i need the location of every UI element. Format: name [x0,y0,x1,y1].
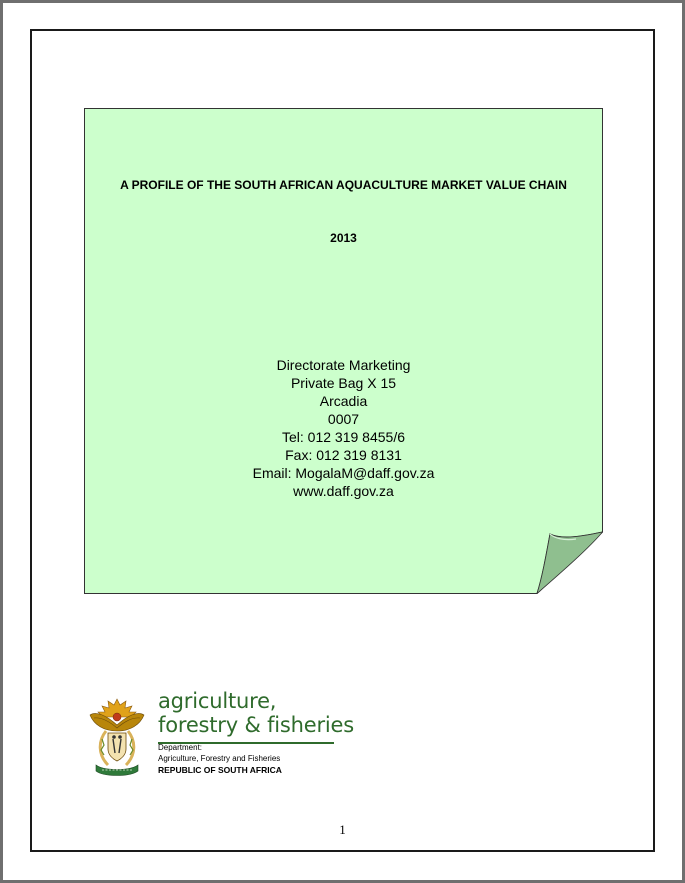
address-line: Directorate Marketing [276,357,411,373]
contact-address [84,356,603,500]
page-number: 1 [339,822,346,837]
website-line: www.daff.gov.za [293,483,394,499]
address-line: Arcadia [319,393,368,409]
dept-name-line-1: agriculture, [158,689,277,713]
cover-note [84,108,603,594]
country-name: REPUBLIC OF SOUTH AFRICA [158,765,282,775]
dept-full-name: Agriculture, Forestry and Fisheries [158,754,281,763]
department-logo [84,689,384,785]
document-year: 2013 [330,231,357,245]
fax-line: Fax: 012 319 8131 [285,447,402,463]
coat-of-arms-icon [84,695,150,779]
phone-line: Tel: 012 319 8455/6 [282,429,405,445]
dept-label: Department: [158,743,203,752]
document-title: A PROFILE OF THE SOUTH AFRICAN AQUACULTURE MARKET VALUE CHAIN [120,178,567,192]
email-line: Email: MogalaM@daff.gov.za [252,465,435,481]
address-line: Private Bag X 15 [290,375,397,391]
address-line: 0007 [327,411,360,427]
dept-name-line-2: forestry & fisheries [158,713,355,737]
